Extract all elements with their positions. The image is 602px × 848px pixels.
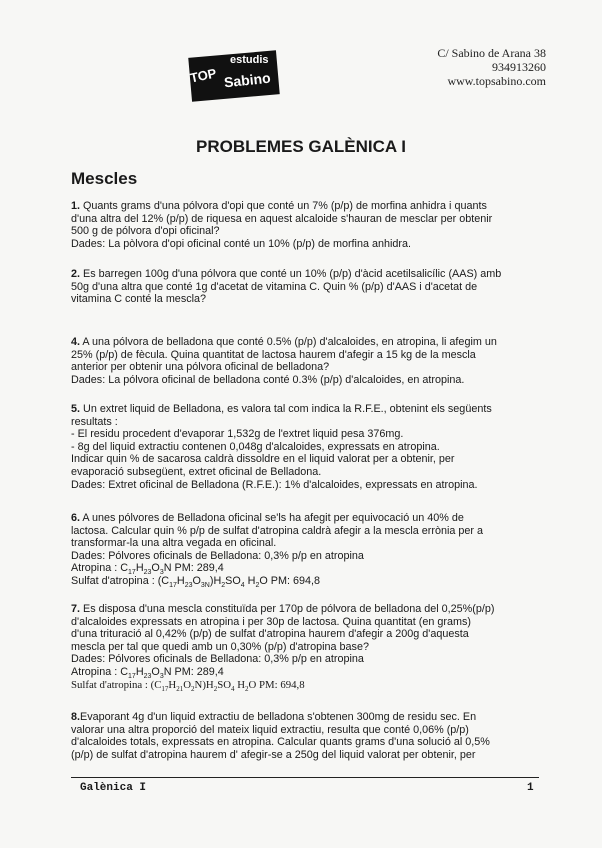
problem-number: 6. — [71, 512, 81, 524]
problem-text: mescla per tal que quedi amb un 0,30% (p/p) d'atropina base? — [71, 640, 369, 653]
problem-text: 50g d'una altra que conté 1g d'acetat de vitamina C. Quin % (p/p) d'AAS i d'acetat de — [71, 280, 478, 293]
section-heading: Mescles — [71, 169, 138, 188]
logo-estudis-text: estudis — [230, 54, 269, 66]
problem-text: A unes pólvores de Belladona oficinal se'ls ha afegit per equivocació un 40% de — [80, 512, 464, 524]
problem-number: 7. — [71, 603, 81, 615]
problem-7 — [71, 603, 537, 691]
problem-text: A una pólvora de belladona que conté 0.5% (p/p) d'alcaloides, en atropina, li afegim un — [80, 336, 497, 348]
problem-text: (p/p) de sulfat d'atropina haurem d' afegir-se a 250g del liquid valorat per obtenir, per — [71, 748, 476, 761]
problem-number: 8. — [71, 711, 81, 723]
problem-text: d'alcaloides totals, expressats en atropina. Calcular quants grams d'una solució al 0,5% — [71, 736, 490, 749]
problem-data: Dades: Pólvores oficinals de Belladona: 0,3% p/p en atropina — [71, 653, 364, 666]
problem-text: d'una altra del 12% (p/p) de riquesa en aquest alcaloide s'hauran de mesclar per obtenir — [71, 212, 493, 225]
problem-text: - El residu procedent d'evaporar 1,532g de l'extret liquid pesa 376mg. — [71, 428, 404, 441]
problem-text: Un extret liquid de Belladona, es valora tal com indica la R.F.E., obtenint els següents — [80, 403, 492, 415]
problem-number: 4. — [71, 336, 81, 348]
problem-8 — [71, 711, 537, 761]
formula-atropina: Atropina : $C_{17}H_{23}O_3N$ PM: 289,4 — [71, 562, 224, 577]
formula-atropina: Atropina : $C_{17}H_{23}O_3N$ PM: 289,4 — [71, 665, 224, 681]
page-title: PROBLEMES GALÈNICA I — [196, 137, 406, 156]
logo-top-text: TOP — [188, 65, 218, 86]
problem-text: valorar una altra proporció del mateix liquid extractiu, resulta que conté 0,06% (p/p) — [71, 723, 469, 736]
problem-data: Dades: La pòlvora d'opi oficinal conté un 10% (p/p) de morfina anhidra. — [71, 237, 411, 250]
problem-6 — [71, 512, 537, 588]
logo-sabino-text: Sabino — [223, 69, 272, 91]
address-street: C/ Sabino de Arana 38 — [437, 46, 546, 60]
problem-text: d'una trituració al 0,42% (p/p) de sulfat d'atropina haurem d'afegir a 200g d'aquesta — [71, 628, 469, 641]
address-phone: 934913260 — [492, 60, 546, 74]
problem-text: Quants grams d'una pólvora d'opi que conté un 7% (p/p) de morfina anhidra i quants — [80, 200, 487, 212]
problem-text: Es disposa d'una mescla constituïda per 170p de pólvora de belladona del 0,25%(p/p) — [80, 603, 495, 615]
problem-number: 2. — [71, 268, 81, 280]
problem-text: Evaporant 4g d'un liquid extractiu de belladona s'obtenen 300mg de residu sec. En — [80, 711, 477, 723]
formula-sulfat: Sulfat d'atropina : $(C_{17}H_{21}O_2N)H_2SO_4$ $H_2O$ PM: 694,8 — [71, 678, 305, 693]
problem-text: anterior per obtenir una pólvora oficinal de belladona? — [71, 361, 330, 374]
problem-data: Dades: La pólvora oficinal de belladona conté 0.3% (p/p) d'alcaloides, en atropina. — [71, 373, 465, 386]
formula-sulfat: Sulfat d'atropina : $(C_{17}H_{23}O_{3N})H_2SO_4$ $H_2O$ PM: 694,8 — [71, 574, 321, 590]
problem-4 — [71, 336, 537, 386]
problem-text: Indicar quin % de sacarosa caldrà dissoldre en el liquid valorat per a obtenir, per — [71, 453, 455, 466]
problem-text: lactosa. Calcular quin % p/p de sulfat d'atropina caldrà afegir a la mescla errònia per a — [71, 524, 483, 537]
problem-text: 25% (p/p) de fècula. Quina quantitat de lactosa haurem d'afegir a 15 kg de la mescla — [71, 348, 476, 361]
problem-2 — [71, 268, 537, 306]
problem-text: - 8g del liquid extractiu contenen 0,048g d'alcaloides, expressats en atropina. — [71, 440, 440, 453]
problem-text: d'alcaloides expressats en atropina i per 30p de lactosa. Quina quantitat (en grams) — [71, 615, 471, 628]
page-number: 1 — [527, 782, 534, 794]
address-block — [437, 46, 546, 88]
problem-text: resultats : — [71, 415, 118, 428]
address-web: www.topsabino.com — [447, 74, 546, 88]
problem-data: Dades: Pólvores oficinals de Belladona: 0,3% p/p en atropina — [71, 549, 364, 562]
problem-5 — [71, 403, 537, 491]
logo — [186, 46, 280, 102]
problem-text: transformar-la una altra vegada en oficinal. — [71, 537, 277, 550]
problem-text: Es barregen 100g d'una pólvora que conté un 10% (p/p) d'àcid acetilsalicílic (AAS) amb — [80, 268, 502, 280]
footer-course: Galènica I — [80, 782, 147, 794]
problem-text: vitamina C conté la mescla? — [71, 293, 207, 306]
problem-text: 500 g de pólvora d'opi oficinal? — [71, 225, 220, 238]
problem-number: 1. — [71, 200, 81, 212]
problem-text: evaporació subsegüent, extret oficinal de Belladona. — [71, 465, 322, 478]
problem-data: Dades: Extret oficinal de Belladona (R.F.E.): 1% d'alcaloides, expressats en atropina. — [71, 478, 478, 491]
footer-divider — [71, 777, 539, 778]
problem-number: 5. — [71, 403, 81, 415]
problem-1 — [71, 200, 537, 250]
